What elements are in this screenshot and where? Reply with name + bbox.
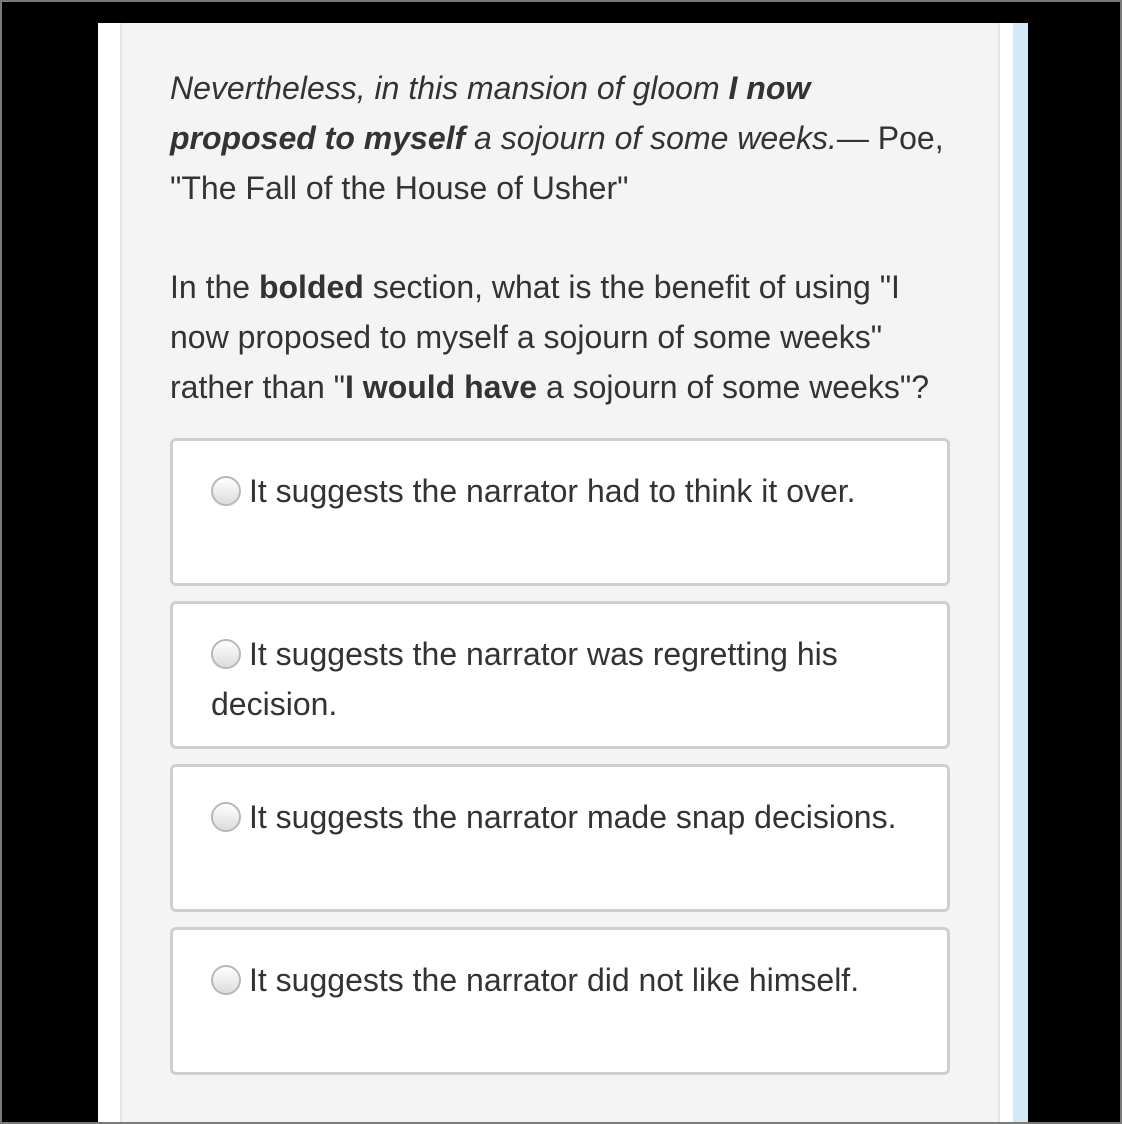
answer-option-label: It suggests the narrator made snap decisions. [249, 799, 897, 835]
answer-option-label: It suggests the narrator did not like himself. [249, 962, 860, 998]
question-bold-1: bolded [258, 269, 364, 305]
question-prompt [170, 262, 960, 412]
radio-button-icon[interactable] [211, 639, 241, 669]
answer-option-4[interactable] [170, 927, 950, 1075]
question-card [120, 23, 1000, 1123]
passage-bold-text: I now proposed to myself [170, 70, 811, 156]
answer-option-label: It suggests the narrator was regretting his decision. [211, 636, 838, 722]
answer-option-2[interactable] [170, 601, 950, 749]
answer-option-label: It suggests the narrator had to think it over. [249, 473, 856, 509]
question-text-3: a sojourn of some weeks"? [537, 369, 930, 405]
answer-option-3[interactable] [170, 764, 950, 912]
radio-button-icon[interactable] [211, 476, 241, 506]
passage-text-1: Nevertheless, in this mansion of gloom [170, 70, 729, 106]
answer-option-1[interactable] [170, 438, 950, 586]
question-text-1: In the [170, 269, 259, 305]
answer-options [170, 438, 960, 1075]
passage-dash: — [836, 120, 869, 156]
question-text-2: section, what is the benefit of using "I now proposed to myself a sojourn of some weeks" rather than " [170, 269, 900, 405]
passage-attribution: Poe, "The Fall of the House of Usher" [170, 120, 944, 206]
radio-button-icon[interactable] [211, 965, 241, 995]
passage-quote [170, 63, 960, 213]
radio-button-icon[interactable] [211, 802, 241, 832]
question-content [170, 63, 960, 1090]
passage-text-2: a sojourn of some weeks. [465, 120, 837, 156]
question-bold-2: I would have [345, 369, 538, 405]
scroll-track[interactable] [1013, 23, 1028, 1123]
